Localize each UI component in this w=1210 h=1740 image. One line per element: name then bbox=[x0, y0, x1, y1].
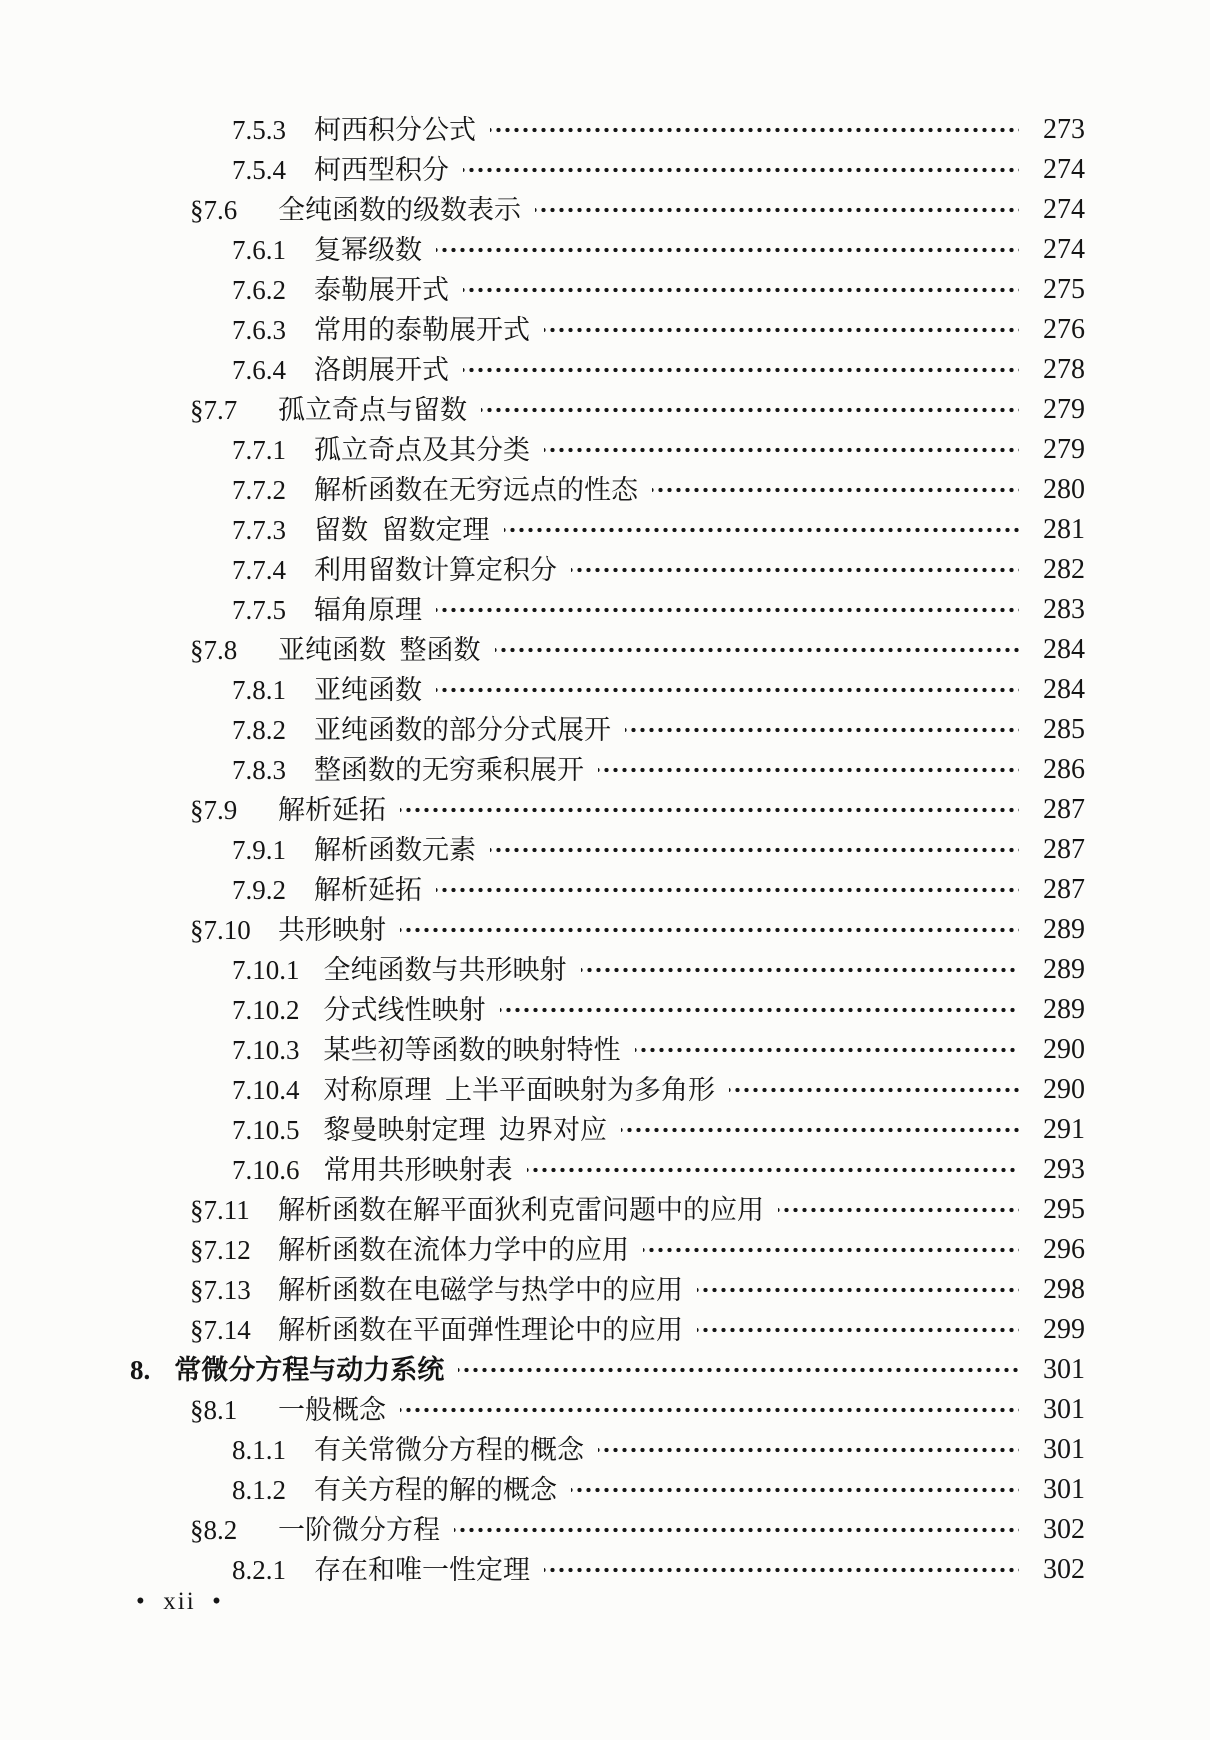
toc-entry bbox=[0, 430, 1210, 470]
dot-leader bbox=[652, 470, 1019, 510]
toc-entry bbox=[0, 1550, 1210, 1590]
entry-number: 7.6.3 bbox=[232, 315, 286, 345]
entry-number: 7.8.1 bbox=[232, 675, 286, 705]
toc-entry bbox=[0, 950, 1210, 990]
entry-number: §7.9 bbox=[190, 795, 238, 825]
entry-title: 解析延拓 bbox=[278, 795, 386, 825]
entry-title: 解析延拓 bbox=[314, 875, 422, 905]
dot-leader bbox=[490, 110, 1019, 150]
toc-entry bbox=[0, 1110, 1210, 1150]
entry-number: 7.5.4 bbox=[232, 155, 286, 185]
entry-title: 解析函数在无穷远点的性态 bbox=[314, 475, 638, 505]
entry-title: 存在和唯一性定理 bbox=[314, 1555, 530, 1585]
page-number: 275 bbox=[1043, 274, 1085, 305]
entry-title: 常用的泰勒展开式 bbox=[314, 315, 530, 345]
toc-entry bbox=[0, 310, 1210, 350]
toc-entry bbox=[0, 1470, 1210, 1510]
entry-number: 7.10.4 bbox=[232, 1075, 300, 1105]
entry-number: 7.6.2 bbox=[232, 275, 286, 305]
entry-number: 7.8.2 bbox=[232, 715, 286, 745]
toc-entry bbox=[0, 1310, 1210, 1350]
toc-entry bbox=[0, 1390, 1210, 1430]
toc-entry bbox=[0, 1230, 1210, 1270]
dot-leader bbox=[400, 1390, 1019, 1430]
page-number: 278 bbox=[1043, 354, 1085, 385]
entry-title: 辐角原理 bbox=[314, 595, 422, 625]
entry-title: 全纯函数与共形映射 bbox=[323, 955, 567, 985]
dot-leader bbox=[454, 1510, 1019, 1550]
dot-leader bbox=[598, 1430, 1019, 1470]
page-number: 281 bbox=[1043, 514, 1085, 545]
page-number: 289 bbox=[1043, 954, 1085, 985]
entry-title: 常微分方程与动力系统 bbox=[174, 1355, 445, 1385]
entry-number: §7.7 bbox=[190, 395, 238, 425]
dot-leader bbox=[571, 1470, 1019, 1510]
page-number: 287 bbox=[1043, 834, 1085, 865]
dot-leader bbox=[581, 950, 1020, 990]
page-number: 301 bbox=[1043, 1354, 1085, 1385]
toc-entry bbox=[0, 190, 1210, 230]
dot-leader bbox=[643, 1230, 1019, 1270]
dot-leader bbox=[527, 1150, 1020, 1190]
entry-number: 7.6.1 bbox=[232, 235, 286, 265]
toc-entry bbox=[0, 1070, 1210, 1110]
toc-entry bbox=[0, 150, 1210, 190]
toc-entry bbox=[0, 470, 1210, 510]
page-number: 296 bbox=[1043, 1234, 1085, 1265]
page-number: 284 bbox=[1043, 674, 1085, 705]
entry-title: 解析函数在流体力学中的应用 bbox=[278, 1235, 629, 1265]
toc-entry bbox=[0, 510, 1210, 550]
entry-number: 7.6.4 bbox=[232, 355, 286, 385]
toc-entry bbox=[0, 990, 1210, 1030]
entry-title: 复幂级数 bbox=[314, 235, 422, 265]
entry-number: 8.2.1 bbox=[232, 1555, 286, 1585]
toc-entry bbox=[0, 830, 1210, 870]
page-number: 290 bbox=[1043, 1074, 1085, 1105]
entry-title: 黎曼映射定理 边界对应 bbox=[323, 1115, 607, 1145]
page-number: 283 bbox=[1043, 594, 1085, 625]
page-footer-number: • xii • bbox=[136, 1588, 223, 1615]
page-number: 279 bbox=[1043, 434, 1085, 465]
entry-number: 7.10.6 bbox=[232, 1155, 300, 1185]
entry-number: §7.6 bbox=[190, 195, 238, 225]
toc-entry bbox=[0, 1430, 1210, 1470]
dot-leader bbox=[436, 870, 1019, 910]
entry-title: 常用共形映射表 bbox=[323, 1155, 513, 1185]
entry-title: 对称原理 上半平面映射为多角形 bbox=[323, 1075, 715, 1105]
page-number: 287 bbox=[1043, 794, 1085, 825]
entry-title: 某些初等函数的映射特性 bbox=[323, 1035, 621, 1065]
page-number: 274 bbox=[1043, 194, 1085, 225]
page-number: 280 bbox=[1043, 474, 1085, 505]
entry-number: 7.10.5 bbox=[232, 1115, 300, 1145]
entry-number: §7.14 bbox=[190, 1315, 251, 1345]
entry-number: 7.9.1 bbox=[232, 835, 286, 865]
entry-title: 亚纯函数 整函数 bbox=[278, 635, 481, 665]
toc-entry bbox=[0, 1150, 1210, 1190]
dot-leader bbox=[635, 1030, 1020, 1070]
page-number: 279 bbox=[1043, 394, 1085, 425]
dot-leader bbox=[436, 670, 1019, 710]
dot-leader bbox=[463, 150, 1019, 190]
dot-leader bbox=[458, 1350, 1019, 1390]
entry-number: 7.10.3 bbox=[232, 1035, 300, 1065]
dot-leader bbox=[621, 1110, 1019, 1150]
entry-title: 解析函数元素 bbox=[314, 835, 476, 865]
toc-entry bbox=[0, 630, 1210, 670]
dot-leader bbox=[535, 190, 1019, 230]
dot-leader bbox=[436, 230, 1019, 270]
dot-leader bbox=[504, 510, 1020, 550]
entry-title: 共形映射 bbox=[278, 915, 386, 945]
toc-entry bbox=[0, 710, 1210, 750]
toc-entry bbox=[0, 270, 1210, 310]
dot-leader bbox=[598, 750, 1019, 790]
entry-number: §7.10 bbox=[190, 915, 251, 945]
dot-leader bbox=[463, 350, 1019, 390]
dot-leader bbox=[697, 1270, 1019, 1310]
entry-title: 柯西积分公式 bbox=[314, 115, 476, 145]
entry-number: §7.12 bbox=[190, 1235, 251, 1265]
entry-title: 一阶微分方程 bbox=[278, 1515, 440, 1545]
entry-title: 解析函数在电磁学与热学中的应用 bbox=[278, 1275, 683, 1305]
page-number: 285 bbox=[1043, 714, 1085, 745]
entry-number: 7.10.2 bbox=[232, 995, 300, 1025]
entry-title: 解析函数在平面弹性理论中的应用 bbox=[278, 1315, 683, 1345]
page-number: 302 bbox=[1043, 1514, 1085, 1545]
page-number: 287 bbox=[1043, 874, 1085, 905]
entry-title: 泰勒展开式 bbox=[314, 275, 449, 305]
entry-number: §8.1 bbox=[190, 1395, 238, 1425]
entry-number: 7.9.2 bbox=[232, 875, 286, 905]
dot-leader bbox=[463, 270, 1019, 310]
dot-leader bbox=[778, 1190, 1019, 1230]
entry-title: 亚纯函数的部分分式展开 bbox=[314, 715, 611, 745]
page-number: 274 bbox=[1043, 154, 1085, 185]
page-number: 286 bbox=[1043, 754, 1085, 785]
page-number: 273 bbox=[1043, 114, 1085, 145]
toc-entry bbox=[0, 910, 1210, 950]
entry-title: 洛朗展开式 bbox=[314, 355, 449, 385]
dot-leader bbox=[400, 790, 1019, 830]
entry-number: 8.1.2 bbox=[232, 1475, 286, 1505]
entry-number: §7.11 bbox=[190, 1195, 250, 1225]
page-number: 298 bbox=[1043, 1274, 1085, 1305]
page-number: 301 bbox=[1043, 1434, 1085, 1465]
dot-leader bbox=[400, 910, 1019, 950]
entry-number: 7.7.4 bbox=[232, 555, 286, 585]
entry-number: 8.1.1 bbox=[232, 1435, 286, 1465]
page-number: 276 bbox=[1043, 314, 1085, 345]
toc-entry bbox=[0, 1510, 1210, 1550]
toc-entry bbox=[0, 1350, 1210, 1390]
entry-number: 7.7.2 bbox=[232, 475, 286, 505]
page-number: 290 bbox=[1043, 1034, 1085, 1065]
dot-leader bbox=[544, 1550, 1019, 1590]
dot-leader bbox=[544, 430, 1019, 470]
toc-entry bbox=[0, 1190, 1210, 1230]
page-number: 293 bbox=[1043, 1154, 1085, 1185]
dot-leader bbox=[481, 390, 1019, 430]
entry-title: 孤立奇点与留数 bbox=[278, 395, 467, 425]
page-number: 274 bbox=[1043, 234, 1085, 265]
page-number: 284 bbox=[1043, 634, 1085, 665]
toc-entry bbox=[0, 550, 1210, 590]
dot-leader bbox=[490, 830, 1019, 870]
toc-entry bbox=[0, 670, 1210, 710]
entry-title: 整函数的无穷乘积展开 bbox=[314, 755, 584, 785]
page-number: 302 bbox=[1043, 1554, 1085, 1585]
toc-entry bbox=[0, 870, 1210, 910]
toc-entry bbox=[0, 110, 1210, 150]
toc-list bbox=[0, 110, 1210, 1590]
entry-number: §7.13 bbox=[190, 1275, 251, 1305]
toc-entry bbox=[0, 750, 1210, 790]
page-number: 301 bbox=[1043, 1474, 1085, 1505]
dot-leader bbox=[571, 550, 1019, 590]
dot-leader bbox=[729, 1070, 1019, 1110]
toc-entry bbox=[0, 390, 1210, 430]
entry-title: 全纯函数的级数表示 bbox=[278, 195, 521, 225]
page-number: 289 bbox=[1043, 914, 1085, 945]
entry-title: 有关常微分方程的概念 bbox=[314, 1435, 584, 1465]
dot-leader bbox=[697, 1310, 1019, 1350]
entry-title: 一般概念 bbox=[278, 1395, 386, 1425]
dot-leader bbox=[436, 590, 1019, 630]
entry-title: 分式线性映射 bbox=[323, 995, 486, 1025]
entry-title: 解析函数在解平面狄利克雷问题中的应用 bbox=[278, 1195, 764, 1225]
toc-entry bbox=[0, 590, 1210, 630]
page-number: 295 bbox=[1043, 1194, 1085, 1225]
dot-leader bbox=[500, 990, 1020, 1030]
entry-title: 孤立奇点及其分类 bbox=[314, 435, 530, 465]
dot-leader bbox=[544, 310, 1019, 350]
page-number: 289 bbox=[1043, 994, 1085, 1025]
entry-title: 柯西型积分 bbox=[314, 155, 449, 185]
entry-title: 利用留数计算定积分 bbox=[314, 555, 557, 585]
entry-number: §7.8 bbox=[190, 635, 238, 665]
entry-number: 8. bbox=[130, 1355, 151, 1385]
page-number: 299 bbox=[1043, 1314, 1085, 1345]
dot-leader bbox=[625, 710, 1019, 750]
page-number: 301 bbox=[1043, 1394, 1085, 1425]
page-number: 291 bbox=[1043, 1114, 1085, 1145]
entry-number: 7.5.3 bbox=[232, 115, 286, 145]
dot-leader bbox=[495, 630, 1020, 670]
toc-entry bbox=[0, 790, 1210, 830]
entry-title: 有关方程的解的概念 bbox=[314, 1475, 557, 1505]
entry-number: 7.8.3 bbox=[232, 755, 286, 785]
entry-title: 亚纯函数 bbox=[314, 675, 422, 705]
toc-entry bbox=[0, 230, 1210, 270]
entry-number: 7.7.3 bbox=[232, 515, 286, 545]
entry-number: §8.2 bbox=[190, 1515, 238, 1545]
entry-title: 留数 留数定理 bbox=[314, 515, 490, 545]
toc-entry bbox=[0, 1270, 1210, 1310]
entry-number: 7.10.1 bbox=[232, 955, 300, 985]
toc-entry bbox=[0, 350, 1210, 390]
toc-entry bbox=[0, 1030, 1210, 1070]
entry-number: 7.7.5 bbox=[232, 595, 286, 625]
page-number: 282 bbox=[1043, 554, 1085, 585]
entry-number: 7.7.1 bbox=[232, 435, 286, 465]
